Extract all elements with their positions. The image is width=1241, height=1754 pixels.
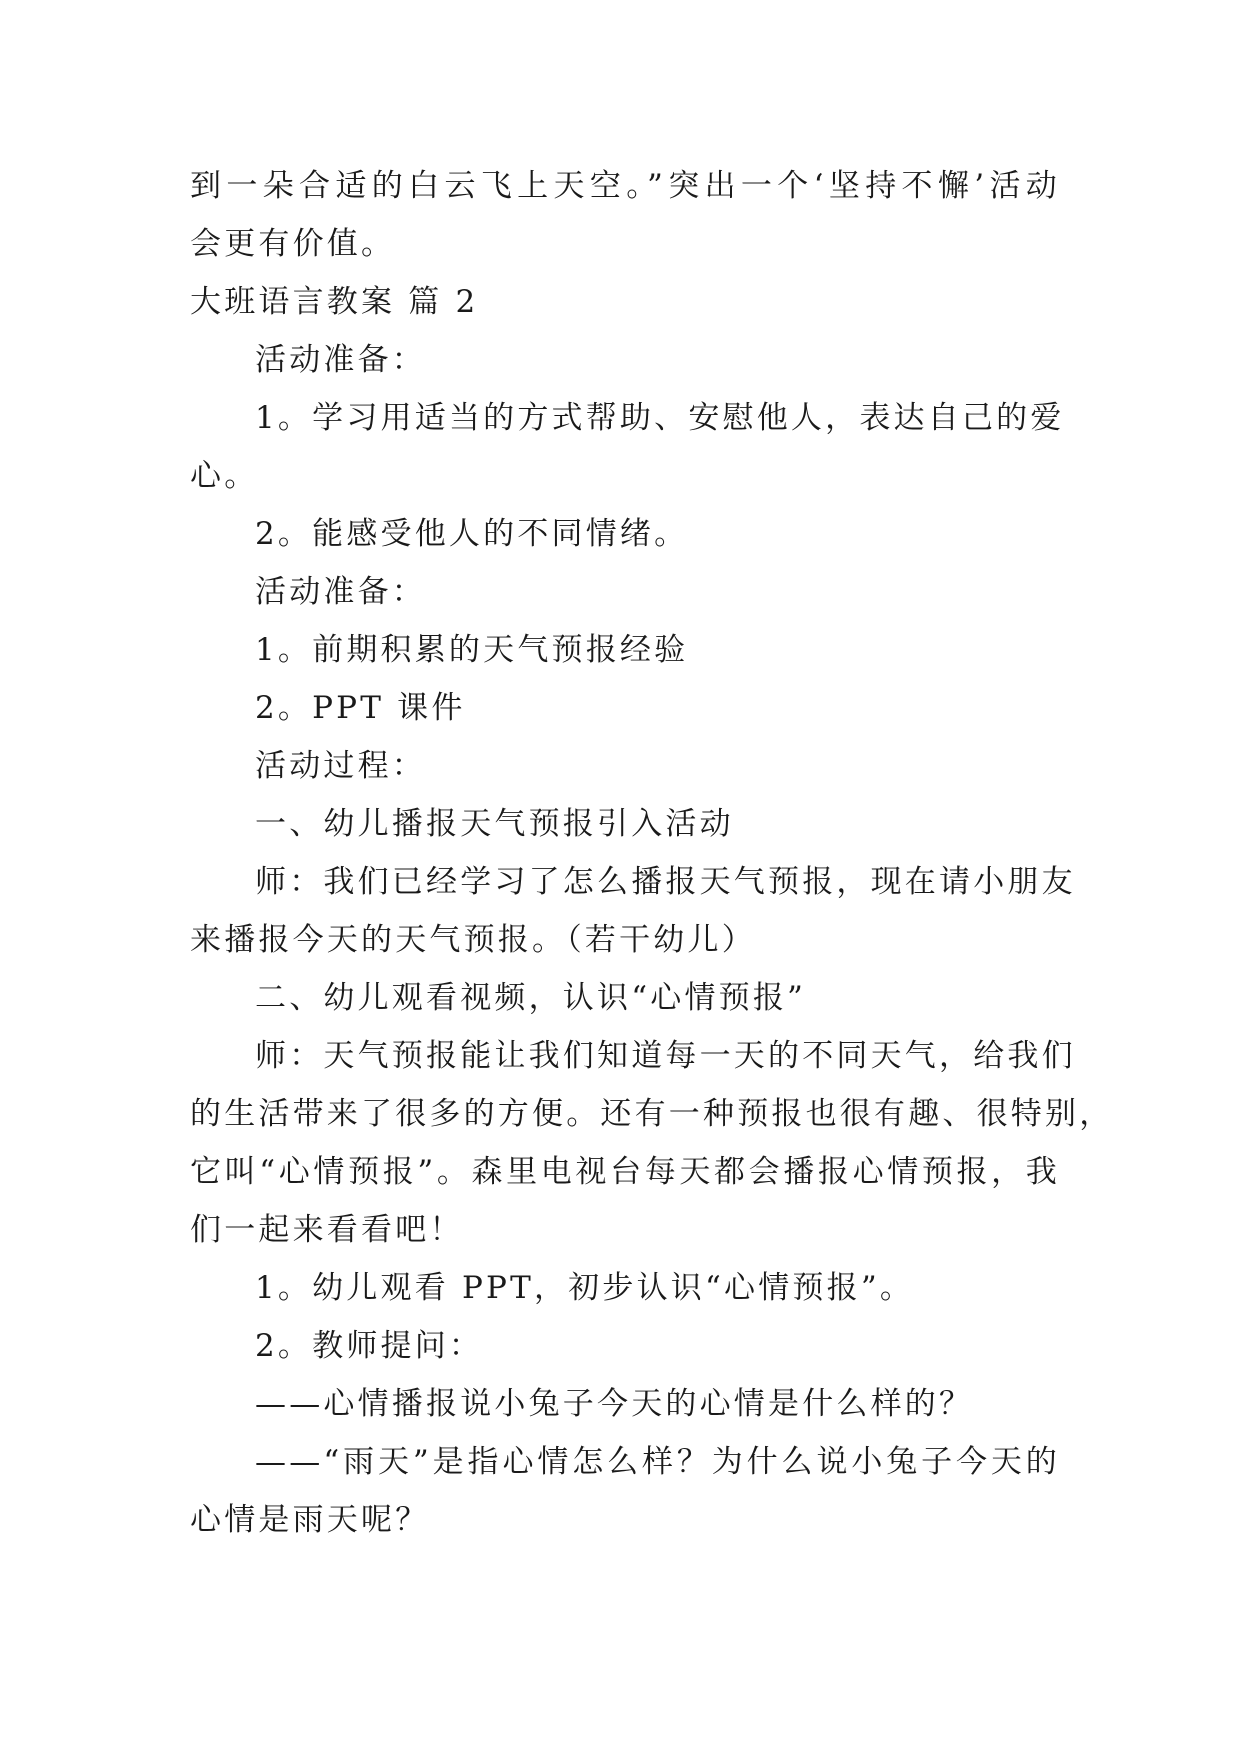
subheading-activity-preparation: 活动准备： (255, 574, 426, 610)
paragraph-line: 来播报今天的天气预报。（若干幼儿） (190, 922, 756, 958)
paragraph-line: 到一朵合适的白云飞上天空。”突出一个‘坚持不懈’活动 (190, 168, 1060, 204)
paragraph-line: 会更有价值。 (190, 226, 396, 262)
step-heading: 一、幼儿播报天气预报引入活动 (255, 806, 734, 842)
paragraph-line: 心。 (190, 458, 259, 494)
question-item: ——心情播报说小兔子今天的心情是什么样的？ (255, 1386, 974, 1422)
section-heading: 大班语言教案 篇 2 (190, 284, 479, 320)
paragraph-line: 师：我们已经学习了怎么播报天气预报，现在请小朋友 (255, 864, 1076, 900)
paragraph-line: 它叫“心情预报”。森里电视台每天都会播报心情预报，我 (190, 1154, 1060, 1190)
paragraph-line: 心情是雨天呢？ (190, 1502, 430, 1538)
subheading-activity-process: 活动过程： (255, 748, 426, 784)
paragraph-line: 们一起来看看吧！ (190, 1212, 464, 1248)
list-item: 2。能感受他人的不同情绪。 (255, 516, 689, 552)
step-heading: 二、幼儿观看视频，认识“心情预报” (255, 980, 807, 1016)
list-item: 1。幼儿观看 PPT，初步认识“心情预报”。 (255, 1270, 915, 1306)
list-item: 2。PPT 课件 (255, 690, 466, 726)
list-item: 1。前期积累的天气预报经验 (255, 632, 689, 668)
question-item: ——“雨天”是指心情怎么样？为什么说小兔子今天的 (255, 1444, 1060, 1480)
paragraph-line: 师：天气预报能让我们知道每一天的不同天气，给我们 (255, 1038, 1076, 1074)
list-item: 1。学习用适当的方式帮助、安慰他人，表达自己的爱 (255, 400, 1065, 436)
subheading-activity-preparation: 活动准备： (255, 342, 426, 378)
list-item: 2。教师提问： (255, 1328, 484, 1364)
paragraph-line: 的生活带来了很多的方便。还有一种预报也很有趣、很特别， (190, 1096, 1114, 1132)
